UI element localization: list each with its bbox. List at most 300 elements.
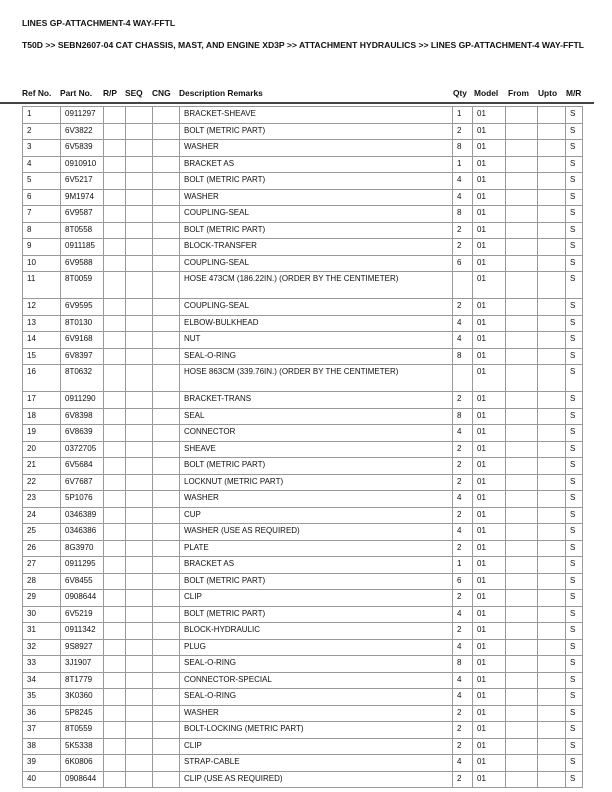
seq-cell [126,123,153,140]
ref-cell: 13 [23,315,61,332]
rp-cell [104,771,126,788]
mr-cell: S [566,123,583,140]
desc-cell: BOLT (METRIC PART) [180,606,453,623]
from-cell [506,392,538,409]
model-cell: 01 [473,272,506,299]
cng-cell [153,474,180,491]
cng-cell [153,156,180,173]
model-cell: 01 [473,606,506,623]
part-cell: 0911295 [61,557,104,574]
desc-cell: CLIP [180,738,453,755]
upto-cell [538,458,566,475]
rp-cell [104,573,126,590]
model-cell: 01 [473,299,506,316]
model-cell: 01 [473,524,506,541]
table-row [23,315,583,332]
col-qty: Qty [453,88,467,98]
table-row [23,689,583,706]
ref-cell: 3 [23,140,61,157]
cng-cell [153,557,180,574]
table-row [23,507,583,524]
desc-cell: WASHER [180,491,453,508]
seq-cell [126,365,153,392]
upto-cell [538,474,566,491]
ref-cell: 1 [23,107,61,124]
ref-cell: 12 [23,299,61,316]
rp-cell [104,222,126,239]
qty-cell: 4 [453,332,473,349]
desc-cell: HOSE 473CM (186.22IN.) (ORDER BY THE CENTIMETER) [180,272,453,299]
part-cell: 8T1779 [61,672,104,689]
from-cell [506,255,538,272]
seq-cell [126,140,153,157]
cng-cell [153,392,180,409]
mr-cell: S [566,140,583,157]
col-model: Model [474,88,499,98]
cng-cell [153,738,180,755]
col-ref: Ref No. [22,88,52,98]
ref-cell: 9 [23,239,61,256]
desc-cell: SEAL-O-RING [180,348,453,365]
upto-cell [538,272,566,299]
ref-cell: 22 [23,474,61,491]
model-cell: 01 [473,722,506,739]
upto-cell [538,365,566,392]
page-title: LINES GP-ATTACHMENT-4 WAY-FFTL [22,18,176,28]
from-cell [506,771,538,788]
ref-cell: 31 [23,623,61,640]
model-cell: 01 [473,672,506,689]
qty-cell: 2 [453,299,473,316]
ref-cell: 8 [23,222,61,239]
seq-cell [126,315,153,332]
seq-cell [126,491,153,508]
table-row [23,140,583,157]
qty-cell: 8 [453,348,473,365]
mr-cell: S [566,255,583,272]
qty-cell: 2 [453,392,473,409]
mr-cell: S [566,365,583,392]
desc-cell: CLIP (USE AS REQUIRED) [180,771,453,788]
cng-cell [153,771,180,788]
part-cell: 8T0632 [61,365,104,392]
part-cell: 8T0059 [61,272,104,299]
upto-cell [538,332,566,349]
rp-cell [104,590,126,607]
ref-cell: 28 [23,573,61,590]
col-cng: CNG [152,88,171,98]
seq-cell [126,507,153,524]
model-cell: 01 [473,639,506,656]
table-row [23,573,583,590]
model-cell: 01 [473,332,506,349]
mr-cell: S [566,623,583,640]
desc-cell: SEAL [180,408,453,425]
model-cell: 01 [473,540,506,557]
mr-cell: S [566,392,583,409]
model-cell: 01 [473,705,506,722]
desc-cell: LOCKNUT (METRIC PART) [180,474,453,491]
cng-cell [153,107,180,124]
mr-cell: S [566,474,583,491]
from-cell [506,590,538,607]
from-cell [506,507,538,524]
seq-cell [126,458,153,475]
rp-cell [104,189,126,206]
cng-cell [153,590,180,607]
model-cell: 01 [473,491,506,508]
table-row [23,173,583,190]
col-rp: R/P [103,88,117,98]
model-cell: 01 [473,771,506,788]
table-row [23,524,583,541]
desc-cell: BLOCK-TRANSFER [180,239,453,256]
ref-cell: 10 [23,255,61,272]
model-cell: 01 [473,755,506,772]
rp-cell [104,705,126,722]
table-row [23,425,583,442]
col-from: From [508,88,529,98]
desc-cell: BOLT (METRIC PART) [180,173,453,190]
rp-cell [104,156,126,173]
upto-cell [538,425,566,442]
from-cell [506,474,538,491]
model-cell: 01 [473,408,506,425]
seq-cell [126,173,153,190]
part-cell: 0911185 [61,239,104,256]
part-cell: 3J1907 [61,656,104,673]
from-cell [506,573,538,590]
mr-cell: S [566,557,583,574]
qty-cell: 2 [453,590,473,607]
from-cell [506,206,538,223]
table-row [23,392,583,409]
header-divider [0,102,594,104]
cng-cell [153,689,180,706]
part-cell: 0346386 [61,524,104,541]
upto-cell [538,239,566,256]
model-cell: 01 [473,656,506,673]
model-cell: 01 [473,107,506,124]
cng-cell [153,672,180,689]
rp-cell [104,255,126,272]
part-cell: 6V8455 [61,573,104,590]
from-cell [506,441,538,458]
rp-cell [104,107,126,124]
cng-cell [153,705,180,722]
seq-cell [126,272,153,299]
seq-cell [126,348,153,365]
qty-cell: 8 [453,408,473,425]
seq-cell [126,392,153,409]
cng-cell [153,425,180,442]
model-cell: 01 [473,173,506,190]
qty-cell: 2 [453,722,473,739]
table-row [23,755,583,772]
from-cell [506,623,538,640]
desc-cell: NUT [180,332,453,349]
qty-cell [453,365,473,392]
model-cell: 01 [473,590,506,607]
rp-cell [104,474,126,491]
cng-cell [153,222,180,239]
table-row [23,332,583,349]
ref-cell: 25 [23,524,61,541]
model-cell: 01 [473,392,506,409]
mr-cell: S [566,441,583,458]
desc-cell: SEAL-O-RING [180,656,453,673]
seq-cell [126,639,153,656]
model-cell: 01 [473,315,506,332]
table-row [23,222,583,239]
seq-cell [126,425,153,442]
qty-cell: 2 [453,738,473,755]
ref-cell: 33 [23,656,61,673]
desc-cell: CUP [180,507,453,524]
table-row [23,656,583,673]
upto-cell [538,392,566,409]
part-cell: 0908644 [61,590,104,607]
cng-cell [153,540,180,557]
upto-cell [538,722,566,739]
desc-cell: BRACKET AS [180,156,453,173]
qty-cell: 4 [453,639,473,656]
seq-cell [126,672,153,689]
cng-cell [153,491,180,508]
part-cell: 8T0130 [61,315,104,332]
table-row [23,156,583,173]
table-row [23,474,583,491]
part-cell: 5P1076 [61,491,104,508]
desc-cell: BOLT (METRIC PART) [180,222,453,239]
qty-cell: 4 [453,672,473,689]
qty-cell: 2 [453,623,473,640]
upto-cell [538,348,566,365]
ref-cell: 30 [23,606,61,623]
ref-cell: 11 [23,272,61,299]
table-row [23,623,583,640]
col-mr: M/R [566,88,582,98]
cng-cell [153,623,180,640]
model-cell: 01 [473,365,506,392]
seq-cell [126,771,153,788]
cng-cell [153,140,180,157]
model-cell: 01 [473,441,506,458]
seq-cell [126,408,153,425]
desc-cell: COUPLING-SEAL [180,299,453,316]
upto-cell [538,672,566,689]
seq-cell [126,474,153,491]
cng-cell [153,365,180,392]
qty-cell: 4 [453,189,473,206]
rp-cell [104,272,126,299]
model-cell: 01 [473,689,506,706]
mr-cell: S [566,705,583,722]
qty-cell: 2 [453,705,473,722]
qty-cell: 6 [453,573,473,590]
rp-cell [104,425,126,442]
upto-cell [538,408,566,425]
from-cell [506,156,538,173]
desc-cell: WASHER [180,705,453,722]
desc-cell: BRACKET-TRANS [180,392,453,409]
upto-cell [538,738,566,755]
seq-cell [126,156,153,173]
rp-cell [104,206,126,223]
cng-cell [153,722,180,739]
desc-cell: STRAP-CABLE [180,755,453,772]
rp-cell [104,392,126,409]
upto-cell [538,315,566,332]
table-row [23,705,583,722]
table-row [23,348,583,365]
rp-cell [104,315,126,332]
upto-cell [538,107,566,124]
cng-cell [153,123,180,140]
table-row [23,365,583,392]
mr-cell: S [566,491,583,508]
model-cell: 01 [473,458,506,475]
table-row [23,299,583,316]
seq-cell [126,557,153,574]
cng-cell [153,639,180,656]
part-cell: 6V9588 [61,255,104,272]
qty-cell: 8 [453,206,473,223]
desc-cell: BRACKET AS [180,557,453,574]
cng-cell [153,755,180,772]
rp-cell [104,299,126,316]
qty-cell: 4 [453,491,473,508]
desc-cell: WASHER [180,189,453,206]
cng-cell [153,441,180,458]
rp-cell [104,408,126,425]
mr-cell: S [566,425,583,442]
part-cell: 6V5217 [61,173,104,190]
mr-cell: S [566,348,583,365]
qty-cell: 4 [453,524,473,541]
model-cell: 01 [473,738,506,755]
upto-cell [538,573,566,590]
desc-cell: BOLT-LOCKING (METRIC PART) [180,722,453,739]
ref-cell: 24 [23,507,61,524]
upto-cell [538,705,566,722]
cng-cell [153,507,180,524]
rp-cell [104,755,126,772]
mr-cell: S [566,156,583,173]
mr-cell: S [566,590,583,607]
table-row [23,606,583,623]
qty-cell: 8 [453,140,473,157]
qty-cell: 8 [453,656,473,673]
upto-cell [538,524,566,541]
part-cell: 6V8397 [61,348,104,365]
from-cell [506,557,538,574]
part-cell: 6V5219 [61,606,104,623]
ref-cell: 18 [23,408,61,425]
seq-cell [126,656,153,673]
ref-cell: 7 [23,206,61,223]
desc-cell: WASHER [180,140,453,157]
from-cell [506,491,538,508]
rp-cell [104,656,126,673]
rp-cell [104,173,126,190]
ref-cell: 15 [23,348,61,365]
desc-cell: COUPLING-SEAL [180,255,453,272]
upto-cell [538,590,566,607]
from-cell [506,272,538,299]
part-cell: 8T0558 [61,222,104,239]
from-cell [506,606,538,623]
part-cell: 5P8245 [61,705,104,722]
upto-cell [538,689,566,706]
mr-cell: S [566,755,583,772]
seq-cell [126,222,153,239]
mr-cell: S [566,672,583,689]
part-cell: 0372705 [61,441,104,458]
qty-cell: 2 [453,507,473,524]
qty-cell: 2 [453,441,473,458]
part-cell: 6V9595 [61,299,104,316]
ref-cell: 23 [23,491,61,508]
rp-cell [104,140,126,157]
cng-cell [153,173,180,190]
upto-cell [538,255,566,272]
rp-cell [104,738,126,755]
desc-cell: COUPLING-SEAL [180,206,453,223]
from-cell [506,755,538,772]
mr-cell: S [566,606,583,623]
rp-cell [104,239,126,256]
table-row [23,722,583,739]
part-cell: 3K0360 [61,689,104,706]
cng-cell [153,239,180,256]
cng-cell [153,272,180,299]
qty-cell: 4 [453,689,473,706]
seq-cell [126,573,153,590]
qty-cell: 2 [453,123,473,140]
mr-cell: S [566,222,583,239]
part-cell: 8G3970 [61,540,104,557]
from-cell [506,239,538,256]
ref-cell: 2 [23,123,61,140]
from-cell [506,540,538,557]
from-cell [506,672,538,689]
mr-cell: S [566,458,583,475]
part-cell: 6V9587 [61,206,104,223]
from-cell [506,173,538,190]
cng-cell [153,299,180,316]
ref-cell: 26 [23,540,61,557]
upto-cell [538,491,566,508]
mr-cell: S [566,656,583,673]
upto-cell [538,222,566,239]
mr-cell: S [566,722,583,739]
part-cell: 6V9168 [61,332,104,349]
ref-cell: 39 [23,755,61,772]
part-cell: 6V8398 [61,408,104,425]
mr-cell: S [566,689,583,706]
cng-cell [153,348,180,365]
from-cell [506,107,538,124]
from-cell [506,332,538,349]
ref-cell: 29 [23,590,61,607]
table-row [23,239,583,256]
seq-cell [126,689,153,706]
table-row [23,107,583,124]
part-cell: 6K0806 [61,755,104,772]
rp-cell [104,348,126,365]
upto-cell [538,771,566,788]
